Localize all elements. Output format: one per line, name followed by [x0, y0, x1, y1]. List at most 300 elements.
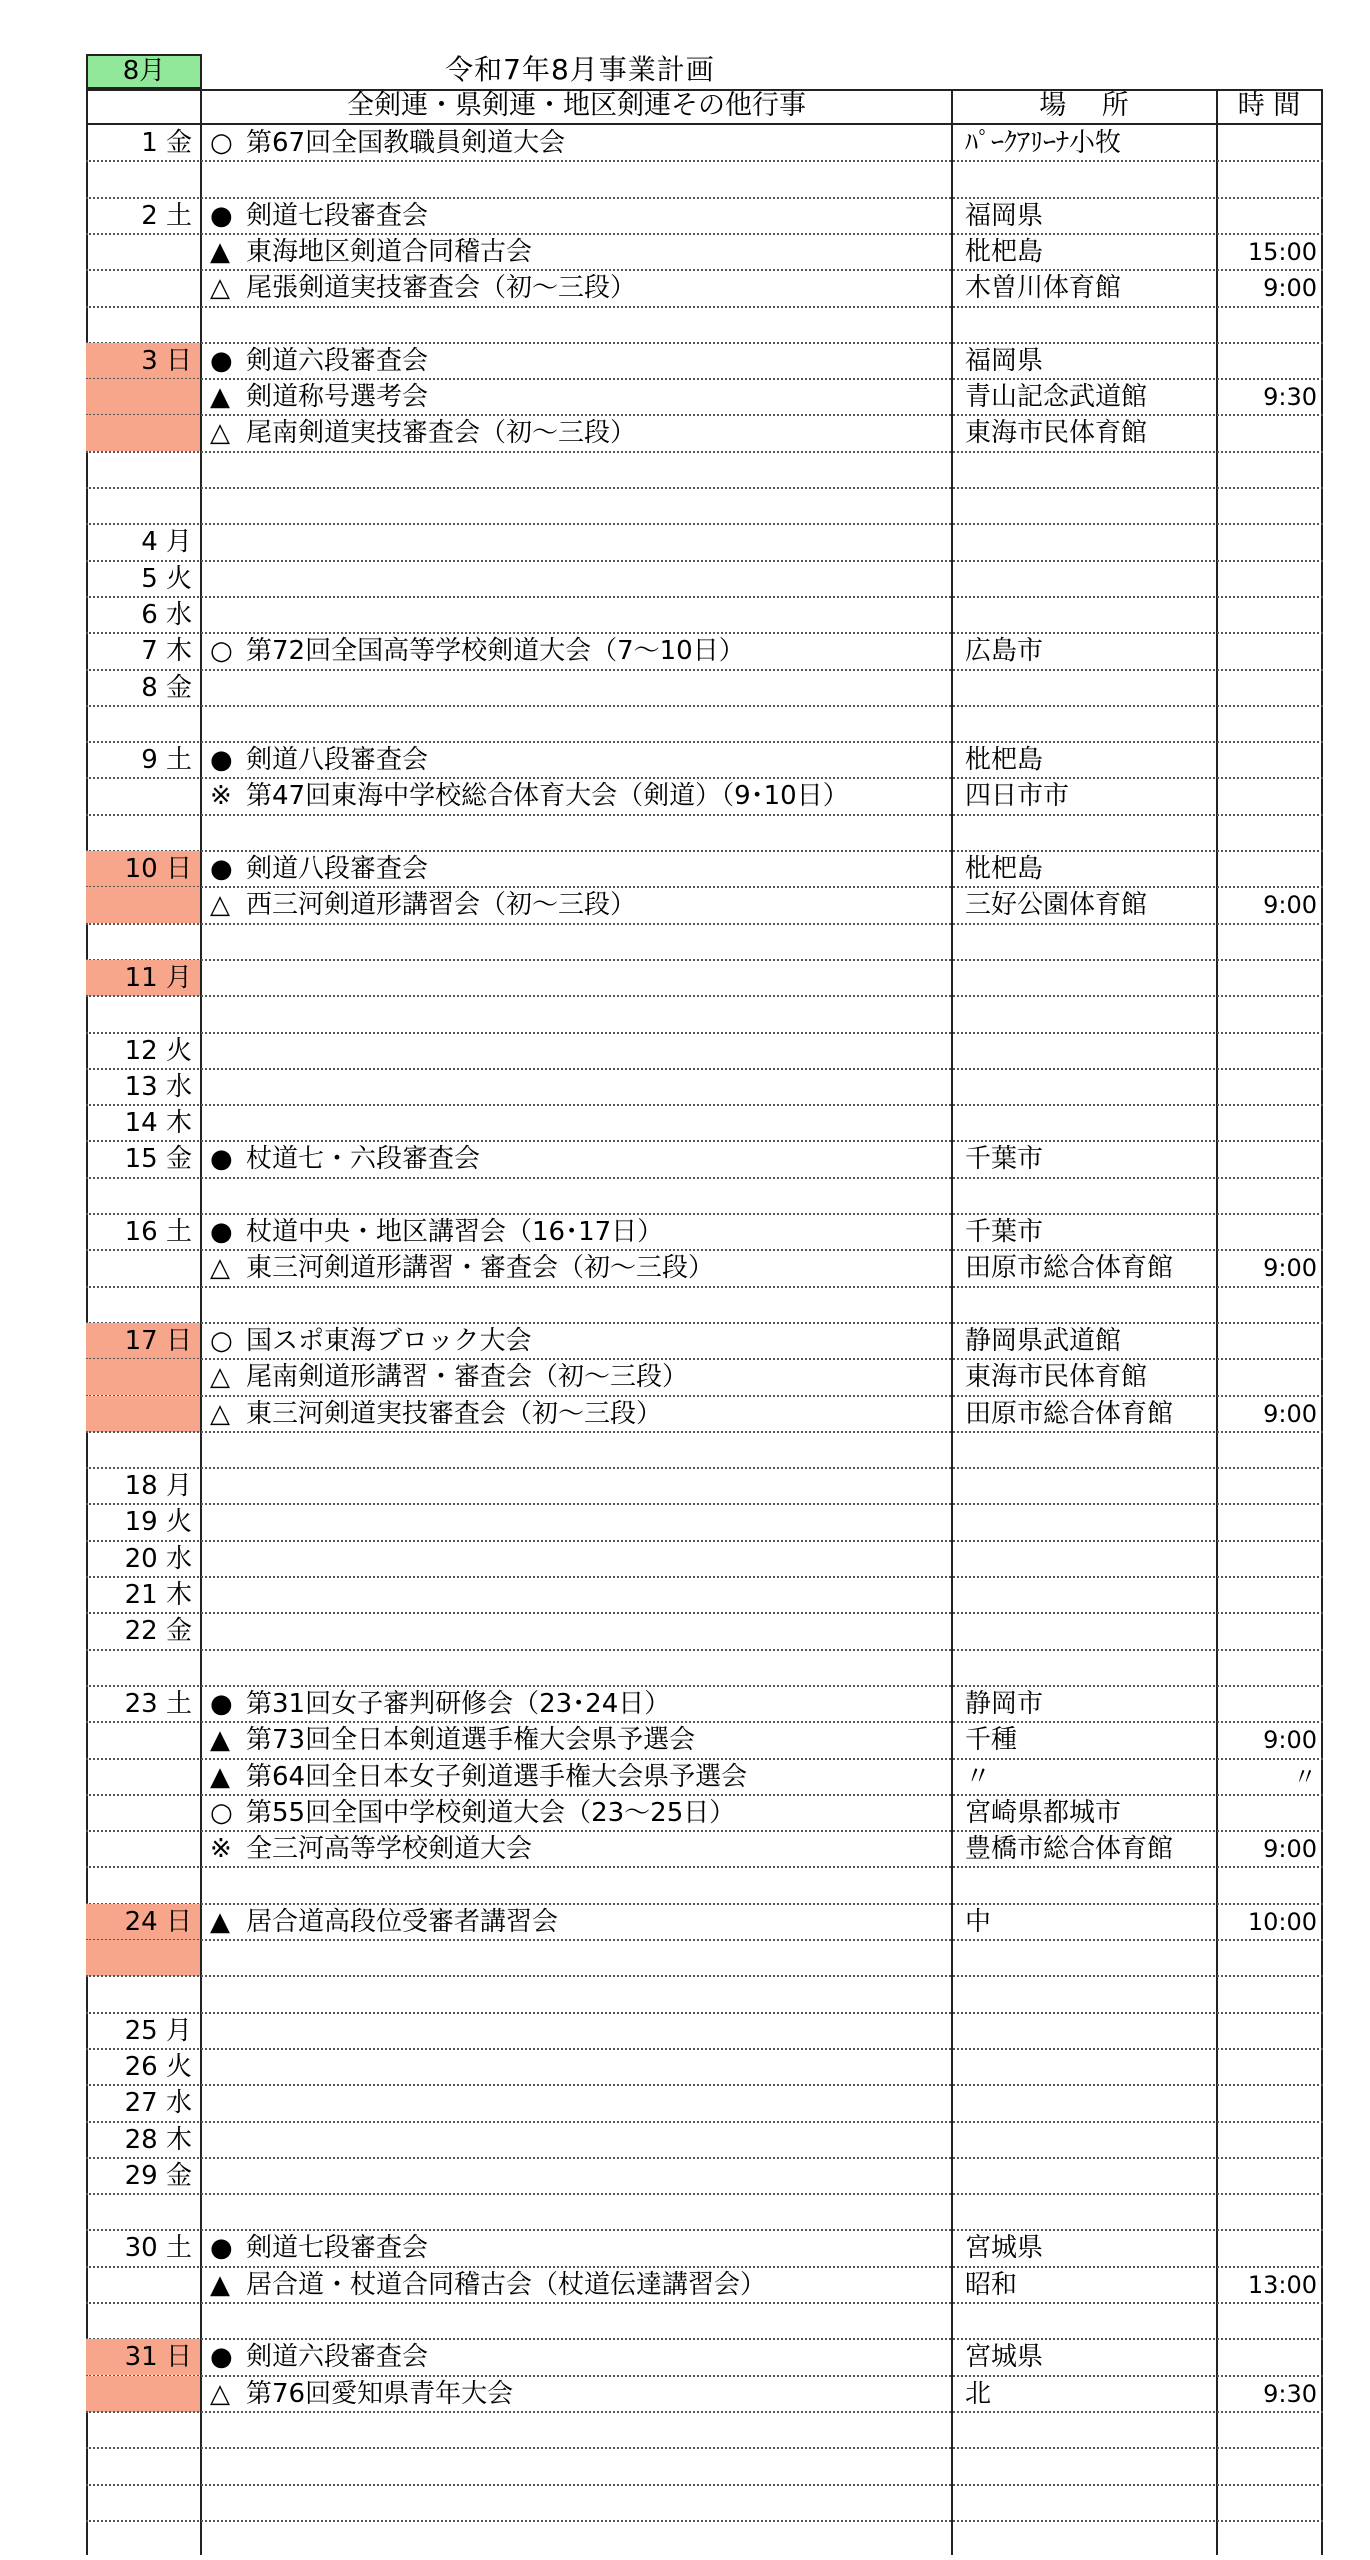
event-cell — [204, 2122, 1040, 2158]
event-cell — [204, 778, 1040, 814]
place-cell — [961, 1178, 1220, 1214]
table-row — [86, 1541, 1323, 1577]
event-cell — [204, 307, 1040, 343]
table-row — [86, 1686, 1323, 1722]
table-row — [86, 924, 1323, 960]
event-name: 居合道高段位受審者講習会 — [246, 1906, 559, 1937]
event-cell — [204, 1686, 1040, 1722]
place-cell — [961, 1650, 1220, 1686]
event-category-mark: ● — [210, 1688, 233, 1719]
event-cell — [204, 1577, 1040, 1613]
event-category-mark: ● — [210, 854, 233, 884]
table-row — [86, 597, 1323, 633]
event-name: 第67回全国教職員剣道大会 — [246, 128, 566, 158]
date-cell: 16 土 — [124, 1217, 192, 1247]
table-row — [86, 524, 1323, 560]
time-cell — [1217, 1504, 1317, 1540]
place-cell: ﾊﾟｰｸｱﾘｰﾅ小牧 — [965, 128, 1122, 158]
place-cell — [961, 1287, 1220, 1323]
time-cell: 9:00 — [1263, 1399, 1317, 1428]
place-cell: 枇杷島 — [965, 854, 1044, 884]
time-cell — [1217, 670, 1317, 706]
place-cell: 宮崎県都城市 — [965, 1797, 1122, 1828]
table-row — [86, 125, 1323, 161]
schedule-table — [86, 89, 1323, 2555]
place-cell: 静岡県武道館 — [965, 1325, 1122, 1356]
date-cell: 22 金 — [124, 1616, 192, 1647]
event-category-mark: ○ — [210, 636, 233, 667]
place-cell — [961, 1577, 1220, 1613]
date-cell: 8 金 — [141, 672, 192, 703]
event-name: 居合道・杖道合同稽古会（杖道伝達講習会） — [246, 2269, 767, 2300]
table-row — [86, 270, 1323, 306]
date-cell — [86, 1976, 200, 2012]
event-name: 第72回全国高等学校剣道大会（7～10日） — [246, 636, 745, 667]
event-category-mark: △ — [210, 890, 230, 921]
event-name: 剣道八段審査会 — [246, 745, 429, 776]
date-cell — [86, 1287, 200, 1323]
table-row — [86, 996, 1323, 1032]
event-category-mark: ● — [210, 1144, 233, 1175]
event-cell — [204, 1359, 1040, 1395]
date-cell — [86, 1396, 200, 1432]
event-cell — [204, 1396, 1040, 1432]
date-cell: 29 金 — [124, 2160, 192, 2191]
date-cell: 5 火 — [141, 563, 192, 594]
event-cell — [204, 706, 1040, 742]
place-cell — [961, 452, 1220, 488]
event-name: 尾張剣道実技審査会（初～三段） — [246, 273, 637, 304]
table-row — [86, 343, 1323, 379]
date-cell: 21 木 — [124, 1580, 192, 1610]
time-cell — [1217, 415, 1317, 451]
date-cell — [86, 270, 200, 306]
event-cell — [204, 851, 1040, 887]
date-cell: 4 月 — [141, 527, 192, 558]
time-cell — [1217, 2303, 1317, 2339]
time-cell — [1217, 1432, 1317, 1468]
header-time: 時 間 — [1237, 90, 1301, 121]
table-row — [86, 561, 1323, 597]
table-row — [86, 1504, 1323, 1540]
date-cell — [86, 307, 200, 343]
date-cell — [86, 1250, 200, 1286]
event-name: 第31回女子審判研修会（23･24日） — [246, 1688, 671, 1719]
table-row — [86, 742, 1323, 778]
header-place: 場 所 — [1039, 90, 1129, 121]
place-cell — [961, 1541, 1220, 1577]
row-divider — [86, 2520, 1323, 2522]
time-cell — [1217, 1940, 1317, 1976]
event-cell — [204, 597, 1040, 633]
date-cell — [86, 488, 200, 524]
place-cell: 静岡市 — [965, 1688, 1044, 1719]
time-cell — [1217, 2412, 1317, 2448]
event-category-mark: ○ — [210, 1797, 233, 1828]
event-name: 尾南剣道実技審査会（初～三段） — [246, 418, 637, 449]
event-cell — [204, 2158, 1040, 2194]
date-cell: 26 火 — [124, 2051, 192, 2082]
table-row — [86, 1904, 1323, 1940]
table-row — [86, 2230, 1323, 2266]
place-cell: 東海市民体育館 — [965, 1362, 1148, 1393]
event-cell — [204, 524, 1040, 560]
time-cell — [1217, 1577, 1317, 1613]
time-cell — [1217, 1069, 1317, 1105]
time-cell — [1217, 1867, 1317, 1903]
place-cell: 千種 — [965, 1725, 1018, 1756]
event-cell — [204, 887, 1040, 923]
table-row — [86, 379, 1323, 415]
time-cell — [1217, 1141, 1317, 1177]
date-cell: 19 火 — [124, 1507, 192, 1538]
date-cell — [86, 2376, 200, 2412]
table-row — [86, 1214, 1323, 1250]
place-cell: 田原市総合体育館 — [965, 1398, 1174, 1429]
time-cell — [1217, 1033, 1317, 1069]
place-cell — [961, 815, 1220, 851]
event-category-mark: △ — [210, 273, 230, 304]
place-cell — [961, 1867, 1220, 1903]
date-cell — [86, 2448, 200, 2484]
event-cell — [204, 1904, 1040, 1940]
place-cell: 青山記念武道館 — [965, 382, 1148, 413]
event-category-mark: ○ — [210, 128, 233, 158]
time-cell: 9:00 — [1263, 1726, 1317, 1755]
place-cell: 広島市 — [965, 636, 1044, 667]
table-row — [86, 1976, 1323, 2012]
time-cell — [1217, 198, 1317, 234]
time-cell: 9:00 — [1263, 1835, 1317, 1864]
event-cell — [204, 1759, 1040, 1795]
time-cell — [1217, 1323, 1317, 1359]
table-row — [86, 1468, 1323, 1504]
event-category-mark: ▲ — [210, 1725, 230, 1756]
time-cell — [1217, 343, 1317, 379]
event-cell — [204, 2448, 1040, 2484]
table-row — [86, 234, 1323, 270]
date-cell — [86, 1831, 200, 1867]
event-cell — [204, 1468, 1040, 1504]
place-cell — [961, 161, 1220, 197]
date-cell — [86, 1722, 200, 1758]
date-cell — [86, 706, 200, 742]
place-cell — [961, 2194, 1220, 2230]
table-row — [86, 1613, 1323, 1649]
date-cell: 3 日 — [86, 343, 200, 379]
date-cell — [86, 2303, 200, 2339]
event-cell — [204, 125, 1040, 161]
event-category-mark: ▲ — [210, 236, 230, 267]
date-cell — [86, 1759, 200, 1795]
date-cell — [86, 2267, 200, 2303]
date-cell: 14 木 — [124, 1108, 192, 1139]
time-cell — [1217, 778, 1317, 814]
place-cell: 三好公園体育館 — [965, 890, 1148, 921]
date-cell — [86, 415, 200, 451]
time-cell — [1217, 2049, 1317, 2085]
event-cell — [204, 2049, 1040, 2085]
event-cell — [204, 379, 1040, 415]
event-cell — [204, 2230, 1040, 2266]
time-cell — [1217, 924, 1317, 960]
place-cell — [961, 2013, 1220, 2049]
place-cell — [961, 2485, 1220, 2521]
event-cell — [204, 561, 1040, 597]
date-cell: 30 土 — [124, 2233, 192, 2264]
date-cell — [86, 1650, 200, 1686]
place-cell: 四日市市 — [965, 781, 1070, 812]
table-row — [86, 161, 1323, 197]
place-cell — [961, 1468, 1220, 1504]
time-cell — [1217, 307, 1317, 343]
table-row — [86, 198, 1323, 234]
date-cell — [86, 1867, 200, 1903]
event-name: 第76回愛知県青年大会 — [246, 2378, 514, 2409]
event-name: 東三河剣道形講習・審査会（初～三段） — [246, 1253, 715, 1284]
table-row — [86, 1867, 1323, 1903]
event-name: 尾南剣道形講習・審査会（初～三段） — [246, 1362, 689, 1393]
table-row — [86, 1722, 1323, 1758]
time-cell — [1217, 452, 1317, 488]
place-cell: 〃 — [965, 1761, 992, 1792]
date-cell: 2 土 — [141, 200, 192, 231]
table-row — [86, 2339, 1323, 2375]
table-row — [86, 2122, 1323, 2158]
event-name: 国スポ東海ブロック大会 — [246, 1325, 532, 1356]
event-cell — [204, 415, 1040, 451]
event-cell — [204, 1141, 1040, 1177]
date-cell: 25 月 — [124, 2015, 192, 2046]
place-cell — [961, 2158, 1220, 2194]
time-cell — [1217, 633, 1317, 669]
table-row — [86, 1069, 1323, 1105]
time-cell — [1217, 561, 1317, 597]
table-row — [86, 2376, 1323, 2412]
time-cell — [1217, 851, 1317, 887]
event-name: 西三河剣道形講習会（初～三段） — [246, 890, 637, 921]
event-cell — [204, 1287, 1040, 1323]
date-cell: 23 土 — [124, 1688, 192, 1719]
date-cell: 6 水 — [141, 599, 192, 630]
event-name: 東三河剣道実技審査会（初～三段） — [246, 1398, 663, 1429]
place-cell — [961, 488, 1220, 524]
date-cell — [86, 1795, 200, 1831]
time-cell — [1217, 1178, 1317, 1214]
table-row — [86, 2412, 1323, 2448]
event-cell — [204, 1033, 1040, 1069]
event-cell — [204, 742, 1040, 778]
event-name: 全三河高等学校剣道大会 — [246, 1834, 533, 1865]
date-cell: 27 水 — [124, 2088, 192, 2119]
event-cell — [204, 270, 1040, 306]
time-cell — [1217, 1795, 1317, 1831]
table-row — [86, 1250, 1323, 1286]
place-cell — [961, 1069, 1220, 1105]
event-cell — [204, 1250, 1040, 1286]
place-cell: 豊橋市総合体育館 — [965, 1834, 1174, 1865]
time-cell — [1217, 1613, 1317, 1649]
event-category-mark: ● — [210, 1217, 233, 1247]
event-cell — [204, 2412, 1040, 2448]
place-cell: 福岡県 — [965, 345, 1044, 376]
event-cell — [204, 1940, 1040, 1976]
table-row — [86, 960, 1323, 996]
time-cell — [1217, 2448, 1317, 2484]
table-row — [86, 2485, 1323, 2521]
date-cell: 10 日 — [86, 851, 200, 887]
event-cell — [204, 2303, 1040, 2339]
event-name: 杖道七・六段審査会 — [246, 1144, 481, 1175]
event-name: 杖道中央・地区講習会（16･17日） — [246, 1217, 664, 1247]
event-category-mark: △ — [210, 2378, 230, 2409]
place-cell — [961, 996, 1220, 1032]
place-cell — [961, 2412, 1220, 2448]
event-name: 剣道七段審査会 — [246, 200, 429, 231]
event-category-mark: ▲ — [210, 1906, 230, 1937]
event-cell — [204, 1541, 1040, 1577]
time-cell — [1217, 2194, 1317, 2230]
place-cell: 枇杷島 — [965, 745, 1044, 776]
event-cell — [204, 1795, 1040, 1831]
table-row — [86, 452, 1323, 488]
date-cell: 28 木 — [124, 2124, 192, 2155]
table-row — [86, 1323, 1323, 1359]
time-cell — [1217, 125, 1317, 161]
time-cell: 13:00 — [1247, 2270, 1317, 2299]
event-cell — [204, 1105, 1040, 1141]
place-cell — [961, 1976, 1220, 2012]
event-name: 剣道八段審査会 — [246, 854, 429, 884]
time-cell — [1217, 1468, 1317, 1504]
event-category-mark: △ — [210, 1253, 230, 1284]
date-cell — [86, 1940, 200, 1976]
place-cell — [961, 597, 1220, 633]
event-cell — [204, 1504, 1040, 1540]
table-row — [86, 2303, 1323, 2339]
time-cell — [1217, 161, 1317, 197]
place-cell — [961, 1432, 1220, 1468]
place-cell — [961, 1105, 1220, 1141]
event-cell — [204, 2339, 1040, 2375]
table-row — [86, 1396, 1323, 1432]
time-cell: 9:00 — [1263, 891, 1317, 920]
event-cell — [204, 488, 1040, 524]
event-cell — [204, 1069, 1040, 1105]
table-row — [86, 1033, 1323, 1069]
event-cell — [204, 633, 1040, 669]
event-name: 剣道六段審査会 — [246, 345, 429, 376]
event-cell — [204, 1976, 1040, 2012]
table-row — [86, 1650, 1323, 1686]
place-cell — [961, 2448, 1220, 2484]
time-cell — [1217, 960, 1317, 996]
time-cell: 〃 — [1293, 1762, 1317, 1791]
event-cell — [204, 1650, 1040, 1686]
time-cell — [1217, 815, 1317, 851]
date-cell: 11 月 — [86, 960, 200, 996]
time-cell — [1217, 597, 1317, 633]
time-cell — [1217, 742, 1317, 778]
event-name: 第47回東海中学校総合体育大会（剣道）（9･10日） — [246, 781, 849, 812]
table-row — [86, 851, 1323, 887]
event-category-mark: ▲ — [210, 2269, 230, 2300]
event-category-mark: ○ — [210, 1325, 233, 1356]
place-cell — [961, 670, 1220, 706]
page-title: 令和7年8月事業計画 — [445, 53, 715, 86]
place-cell — [961, 1504, 1220, 1540]
event-cell — [204, 1323, 1040, 1359]
time-cell — [1217, 1359, 1317, 1395]
event-cell — [204, 2194, 1040, 2230]
place-cell — [961, 307, 1220, 343]
table-row — [86, 887, 1323, 923]
table-row — [86, 633, 1323, 669]
event-cell — [204, 198, 1040, 234]
table-row — [86, 778, 1323, 814]
date-cell — [86, 887, 200, 923]
date-cell: 15 金 — [124, 1144, 192, 1175]
date-cell: 13 水 — [124, 1071, 192, 1102]
time-cell: 9:30 — [1263, 2379, 1317, 2408]
event-category-mark: △ — [210, 418, 230, 449]
time-cell — [1217, 1686, 1317, 1722]
table-row — [86, 2267, 1323, 2303]
date-cell — [86, 778, 200, 814]
place-cell — [961, 1940, 1220, 1976]
event-category-mark: ▲ — [210, 382, 230, 413]
event-cell — [204, 960, 1040, 996]
table-row — [86, 670, 1323, 706]
table-row — [86, 815, 1323, 851]
event-category-mark: ※ — [210, 781, 232, 812]
place-cell — [961, 524, 1220, 560]
event-cell — [204, 1214, 1040, 1250]
date-cell — [86, 161, 200, 197]
place-cell: 田原市総合体育館 — [965, 1253, 1174, 1284]
date-cell — [86, 1178, 200, 1214]
event-category-mark: ※ — [210, 1834, 232, 1865]
time-cell — [1217, 1105, 1317, 1141]
place-cell — [961, 1033, 1220, 1069]
table-row — [86, 1940, 1323, 1976]
event-category-mark: ● — [210, 2233, 233, 2264]
date-cell: 7 木 — [141, 636, 192, 667]
place-cell — [961, 2049, 1220, 2085]
time-cell — [1217, 2485, 1317, 2521]
table-row — [86, 1432, 1323, 1468]
time-cell — [1217, 2085, 1317, 2121]
time-cell — [1217, 2013, 1317, 2049]
event-category-mark: ● — [210, 745, 233, 776]
time-cell — [1217, 2230, 1317, 2266]
table-row — [86, 1178, 1323, 1214]
date-cell: 20 水 — [124, 1543, 192, 1574]
table-row — [86, 1359, 1323, 1395]
date-cell — [86, 924, 200, 960]
date-cell: 1 金 — [141, 128, 192, 158]
event-cell — [204, 1178, 1040, 1214]
place-cell: 千葉市 — [965, 1217, 1044, 1247]
event-category-mark: ● — [210, 345, 233, 376]
place-cell: 北 — [965, 2378, 992, 2409]
event-cell — [204, 1831, 1040, 1867]
event-cell — [204, 452, 1040, 488]
time-cell: 9:00 — [1263, 274, 1317, 303]
event-cell — [204, 343, 1040, 379]
date-cell — [86, 1359, 200, 1395]
date-cell: 12 火 — [124, 1035, 192, 1066]
